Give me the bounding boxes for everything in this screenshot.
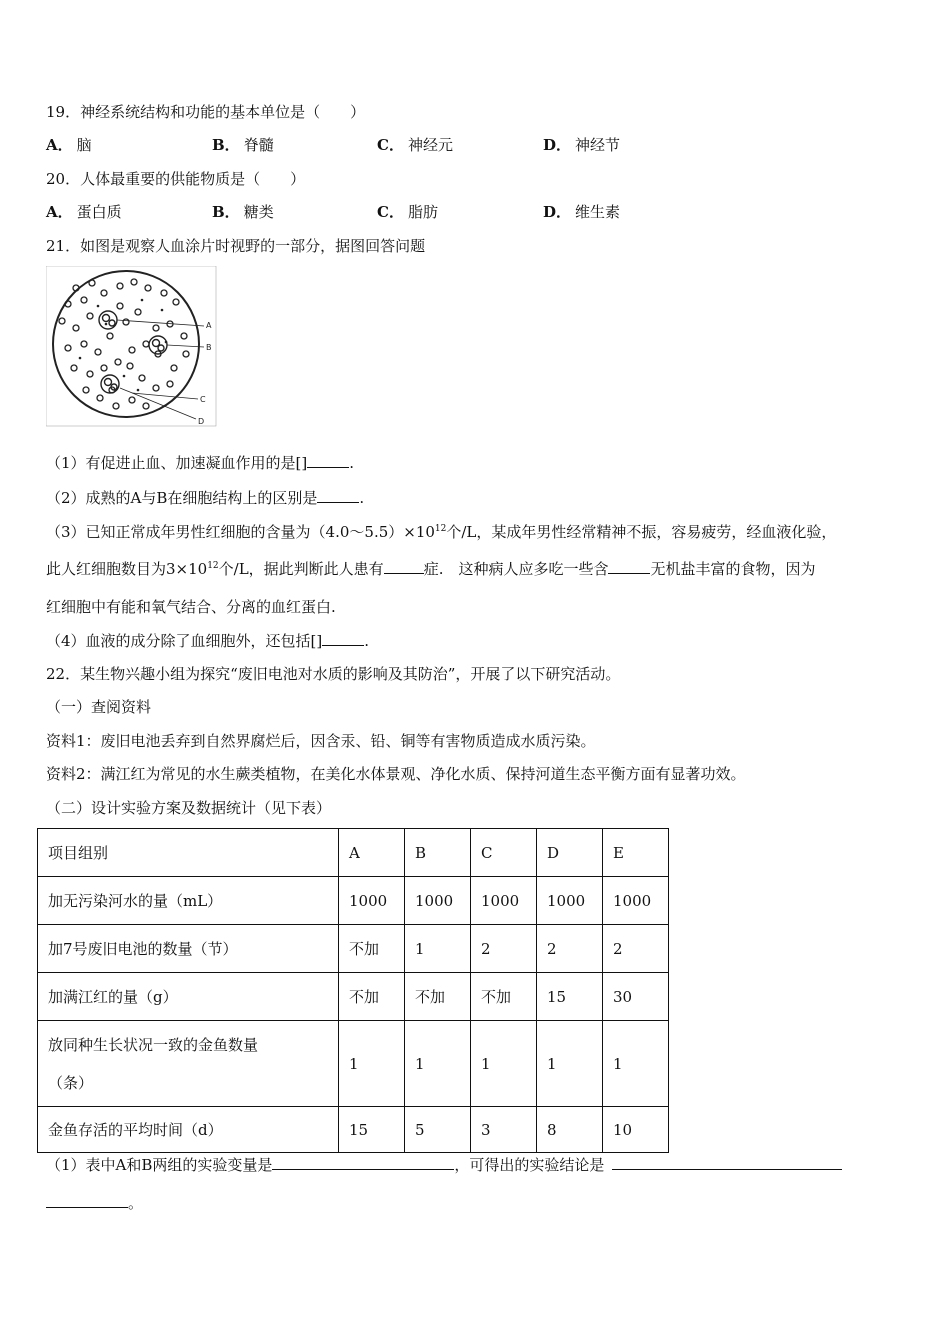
- table-cell: 加满江红的量（g）: [38, 973, 339, 1021]
- q22-section1: （一）查阅资料: [46, 698, 152, 716]
- table-cell: 1: [405, 925, 471, 973]
- q19-stem: 19．神经系统结构和功能的基本单位是（ ）: [46, 103, 366, 121]
- label-c: C: [200, 395, 206, 404]
- q22-material1: 资料1：废旧电池丢弃到自然界腐烂后，因含汞、铅、铜等有害物质造成水质污染。: [46, 732, 596, 750]
- table-cell: 不加: [339, 925, 405, 973]
- q19-option-c: C． 神经元: [377, 136, 453, 154]
- label-b: B: [206, 343, 212, 352]
- table-cell: 1: [603, 1021, 669, 1107]
- table-cell: 加7号废旧电池的数量（节）: [38, 925, 339, 973]
- q21-part3-line2: 此人红细胞数目为$3\times 10^{12}$个/L，据此判断此人患有 症. 这种病人应多吃一些含 无机盐丰富的食物，因为: [46, 560, 816, 578]
- q20-option-a: A． 蛋白质: [46, 203, 122, 221]
- table-row: [38, 973, 669, 1021]
- q21-stem: 21．如图是观察人血涂片时视野的一部分，据图回答问题: [46, 237, 426, 255]
- table-header-cell: D: [537, 829, 603, 877]
- table-cell: 金鱼存活的平均时间（d）: [38, 1107, 339, 1153]
- label-a: A: [206, 321, 212, 330]
- table-cell: 1: [471, 1021, 537, 1107]
- table-cell: 15: [339, 1107, 405, 1153]
- table-cell: 30: [603, 973, 669, 1021]
- q19-option-a: A． 脑: [46, 136, 92, 154]
- table-cell: 1000: [405, 877, 471, 925]
- table-cell: 1000: [339, 877, 405, 925]
- table-cell: 1: [405, 1021, 471, 1107]
- table-row: [38, 925, 669, 973]
- table-header-cell: B: [405, 829, 471, 877]
- table-cell: 3: [471, 1107, 537, 1153]
- table-cell: 不加: [339, 973, 405, 1021]
- table-cell: 1: [537, 1021, 603, 1107]
- q20-option-b: B． 糖类: [212, 203, 274, 221]
- table-header-row: [38, 829, 669, 877]
- table-cell: 1000: [537, 877, 603, 925]
- label-d: D: [198, 417, 205, 426]
- blood-smear-figure: [46, 266, 218, 428]
- q21-part3-line1: （3）已知正常成年男性红细胞的含量为$(4.0\sim 5.5)\times 10^{12}$个/L，某成年男性经常精神不振，容易疲劳，经血液化验，: [46, 523, 837, 541]
- q19-option-d: D． 神经节: [543, 136, 621, 154]
- table-cell: 1: [339, 1021, 405, 1107]
- experiment-table: [37, 828, 669, 1153]
- table-cell: 10: [603, 1107, 669, 1153]
- table-cell: 2: [537, 925, 603, 973]
- q20-stem: 20．人体最重要的供能物质是（ ）: [46, 170, 306, 188]
- table-cell: 1000: [603, 877, 669, 925]
- table-cell: 2: [471, 925, 537, 973]
- table-header-cell: A: [339, 829, 405, 877]
- q22-material2: 资料2：满江红为常见的水生蕨类植物，在美化水体景观、净化水质、保持河道生态平衡方面有显著功效。: [46, 765, 746, 783]
- table-cell: 加无污染河水的量（mL）: [38, 877, 339, 925]
- table-header-cell: E: [603, 829, 669, 877]
- table-cell: 不加: [405, 973, 471, 1021]
- table-cell: 不加: [471, 973, 537, 1021]
- q22-question1: （1）表中A和B两组的实验变量是 ，可得出的实验结论是: [46, 1154, 842, 1176]
- q20-option-d: D． 维生素: [543, 203, 621, 221]
- q21-part3-line3: 红细胞中有能和氧气结合、分离的血红蛋白.: [46, 598, 336, 616]
- q22-question1-cont: 。: [46, 1192, 143, 1214]
- q21-part4: （4）血液的成分除了血细胞外，还包括[] .: [46, 632, 370, 650]
- table-cell: 8: [537, 1107, 603, 1153]
- table-cell: 15: [537, 973, 603, 1021]
- table-cell: 放同种生长状况一致的金鱼数量 （条）: [38, 1021, 339, 1107]
- q20-option-c: C． 脂肪: [377, 203, 438, 221]
- table-cell: 2: [603, 925, 669, 973]
- q21-part2: （2）成熟的A与B在细胞结构上的区别是 .: [46, 489, 365, 507]
- q21-part1: （1）有促进止血、加速凝血作用的是[] .: [46, 454, 355, 472]
- q22-stem: 22．某生物兴趣小组为探究“废旧电池对水质的影响及其防治”，开展了以下研究活动。: [46, 665, 621, 683]
- table-row: [38, 1107, 669, 1153]
- table-cell: 5: [405, 1107, 471, 1153]
- table-header-cell: C: [471, 829, 537, 877]
- table-row: [38, 1021, 669, 1107]
- q19-option-b: B． 脊髓: [212, 136, 274, 154]
- q22-section2: （二）设计实验方案及数据统计（见下表）: [46, 799, 332, 817]
- table-row: [38, 877, 669, 925]
- table-header-cell: 项目组别: [38, 829, 339, 877]
- table-cell: 1000: [471, 877, 537, 925]
